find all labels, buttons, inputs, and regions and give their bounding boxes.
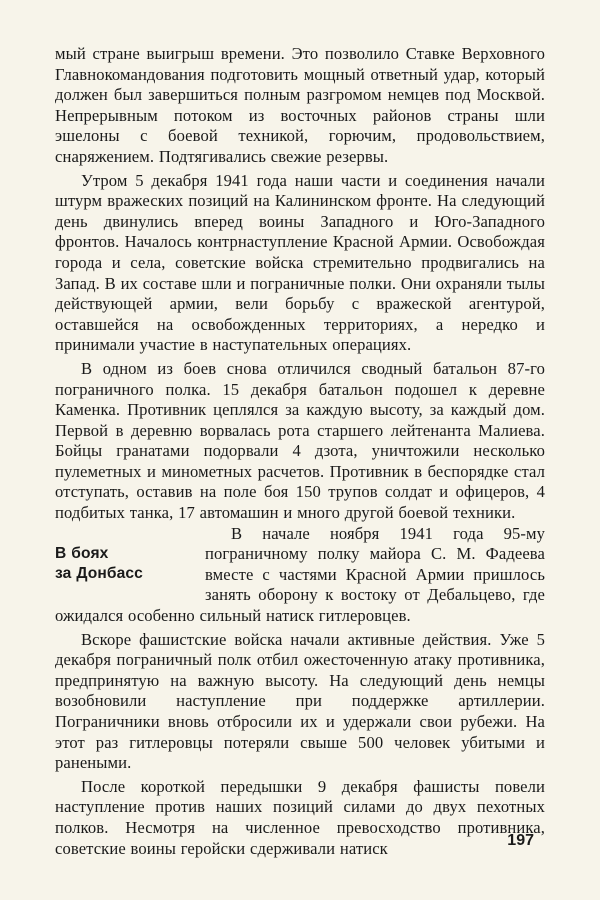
section-heading bbox=[55, 524, 205, 606]
paragraph-5: Вскоре фашистские войска начали активные действия. Уже 5 декабря пограничный полк отбил ожесточенную атаку противника, предпринятую на важную высоту. На следующий день немцы возобновили наступление при поддержке артиллерии. Пограничники вновь отбросили их и удержали свои рубежи. На этот раз гитлеровцы потеряли свыше 500 человек убитыми и ранеными. bbox=[55, 629, 545, 773]
paragraph-4: В начале ноября 1941 года 95-му пограничному полку майора С. М. Фадеева вместе с частями Красной Армии пришлось занять оборону к востоку от Дебальцево, где ожидался особенно сильный натиск гитлеровцев. bbox=[55, 523, 545, 626]
page-number: 197 bbox=[507, 832, 534, 849]
body-text bbox=[55, 44, 545, 859]
paragraph-2: Утром 5 декабря 1941 года наши части и соединения начали штурм вражеских позиций на Калининском фронте. На следующий день двинулись вперед воины Западного и Юго-Западного фронтов. Началось контрнаступление Красной Армии. Освобождая города и села, советские войска стремительно продвигались на Запад. В их составе шли и пограничные полки. Они охраняли тылы действующей армии, вели борьбу с вражеской агентурой, оставшейся на освобожденных территориях, а нередко и принимали участие в наступательных операциях. bbox=[55, 170, 545, 355]
section-heading-line-1: В боях bbox=[55, 544, 109, 562]
paragraph-3: В одном из боев снова отличился сводный батальон 87-го пограничного полка. 15 декабря батальон подошел к деревне Каменка. Противник цеплялся за каждую высоту, за каждый дом. Первой в деревню ворвалась рота старшего лейтенанта Малиева. Бойцы гранатами подорвали 4 дзота, уничтожили несколько пулеметных и минометных расчетов. Противник в беспорядке стал отступать, оставив на поле боя 150 трупов солдат и офицеров, 4 подбитых танка, 17 автомашин и много другой боевой техники. bbox=[55, 358, 545, 523]
paragraph-1: мый стране выигрыш времени. Это позволило Ставке Верховного Главнокомандования подготовить мощный ответный удар, который должен был завершиться полным разгромом немцев под Москвой. Непрерывным потоком из восточных районов страны шли эшелоны с боевой техникой, горючим, продовольствием, снаряжением. Подтягивались свежие резервы. bbox=[55, 44, 545, 166]
section-heading-line-2: за Донбасс bbox=[55, 565, 143, 583]
section-donbass bbox=[55, 524, 545, 627]
paragraph-6: После короткой передышки 9 декабря фашисты повели наступление против наших позиций силами до двух пехотных полков. Несмотря на численное превосходство противника, советские воины геройски сдерживали натиск bbox=[55, 776, 545, 858]
